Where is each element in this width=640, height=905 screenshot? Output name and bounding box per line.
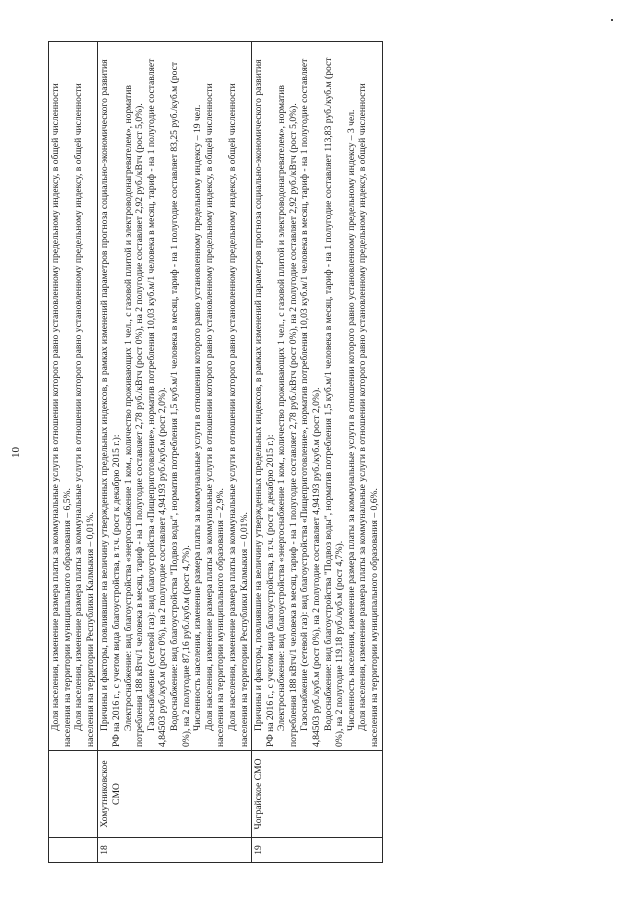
page-number: 10 [10, 447, 22, 458]
description-paragraph: Доля населения, изменение размера платы за коммунальные услуги в отношении которого равно установленному предельному индексу, в общей численности населения на территории муниципального образования – 0,6%. [357, 83, 381, 747]
municipality-name-cell: Хомутниковское СМО [98, 751, 252, 838]
description-paragraph: Доля населения, изменение размера платы за коммунальные услуги в отношении которого равно установленному предельному индексу, в общей численности населения на территории Республики Калмыкия – 0,01%. [226, 83, 250, 747]
row-number-cell [49, 838, 98, 863]
description-cell [98, 42, 252, 751]
description-paragraph: Причины и факторы, повлиявшие на величину утвержденных предельных индексов, в рамках изменений параметров прогноза социально-экономического развития РФ на 2016 г., с учетом вида благоустройства, в т.ч. (рост к декабрю 2015 г.): [253, 59, 276, 747]
description-paragraph: Доля населения, изменение размера платы за коммунальные услуги в отношении которого равно установленному предельному индексу, в общей численности населения на территории муниципального образования – 2,9%. [203, 83, 227, 747]
description-paragraph: Водоснабжение: вид благоустройства "Подвоз воды", норматив потребления 1,5 куб.м/1 человека в месяц, тариф - на 1 полугодие составляет 113,83 руб./куб.м (рост 0%), на 2 полугодие 119,18 руб./куб.м (рост 4,7%). [322, 57, 346, 747]
scan-speck [611, 19, 613, 21]
municipality-name-cell [49, 751, 98, 838]
municipality-name-cell: Чограйское СМО [252, 751, 383, 838]
row-number-cell: 18 [98, 838, 252, 863]
description-paragraph: Водоснабжение: вид благоустройства "Подвоз воды", норматив потребления 1,5 куб.м/1 человека в месяц, тариф - на 1 полугодие составляет 83,25 руб./куб.м (рост 0%), на 2 полугодие 87,16 руб./куб.м (рост 4,7%). [168, 61, 192, 747]
table-row [49, 42, 98, 863]
description-paragraph: Газоснабжение (сетевой газ): вид благоустройства «Пищеприготовление», норматив потребления 10,03 куб.м/1 человека в месяц, тариф - на 1 полугодие составляет 4,84503 руб./куб.м (рост 0%), на 2 полугодие составляет 4,94193 руб./куб.м (рост 2,0%). [299, 58, 323, 747]
description-paragraph: Численность населения, изменение размера платы за коммунальные услуги в отношении которого равно установленному предельному индексу – 19 чел. [192, 104, 204, 731]
description-paragraph: Газоснабжение (сетевой газ): вид благоустройства «Пищеприготовление», норматив потребления 10,03 куб.м/1 человека в месяц, тариф - на 1 полугодие составляет 4,84503 руб./куб.м (рост 0%), на 2 полугодие составляет 4,94193 руб./куб.м (рост 2,0%). [145, 58, 169, 747]
row-number-cell: 19 [252, 838, 383, 863]
table-row [98, 42, 252, 863]
description-paragraph: Электроснабжение: вид благоустройства «энергоснабжение 1 ком., количество проживающих 1 чел., с газовой плитой и электроводонагревателем», норматив потребления 188 кВтч/1 человека в месяц, тариф - на 1 полугодие составляет 2,78 руб./кВтч (рост 0%), на 2 полугодие составляет 2,92 руб./кВтч (рост 5,0%). [276, 85, 299, 747]
description-cell [252, 42, 383, 751]
description-paragraph: Доля населения, изменение размера платы за коммунальные услуги в отношении которого равно установленному предельному индексу, в общей численности населения на территории муниципального образования – 6,5%. [50, 83, 73, 747]
description-cell [49, 42, 98, 751]
description-paragraph: Численность населения, изменение размера платы за коммунальные услуги в отношении которого равно установленному предельному индексу – 3 чел. [345, 109, 357, 731]
tariff-table-body [49, 42, 383, 863]
description-paragraph: Электроснабжение: вид благоустройства «энергоснабжение 1 ком., количество проживающих 1 чел., с газовой плитой и электроводонагревателем», норматив потребления 188 кВтч/1 человека в месяц, тариф - на 1 полугодие составляет 2,78 руб./кВтч (рост 0%), на 2 полугодие составляет 2,92 руб./кВтч (рост 5,0%). [122, 85, 146, 747]
description-paragraph: Причины и факторы, повлиявшие на величину утвержденных предельных индексов, в рамках изменений параметров прогноза социально-экономического развития РФ на 2016 г., с учетом вида благоустройства, в т.ч. (рост к декабрю 2015 г.): [99, 59, 122, 747]
table-row [252, 42, 383, 863]
description-paragraph: Доля населения, изменение размера платы за коммунальные услуги в отношении которого равно установленному предельному индексу, в общей численности населения на территории Республики Калмыкия – 0,01%. [73, 83, 96, 747]
tariff-table [48, 41, 383, 863]
